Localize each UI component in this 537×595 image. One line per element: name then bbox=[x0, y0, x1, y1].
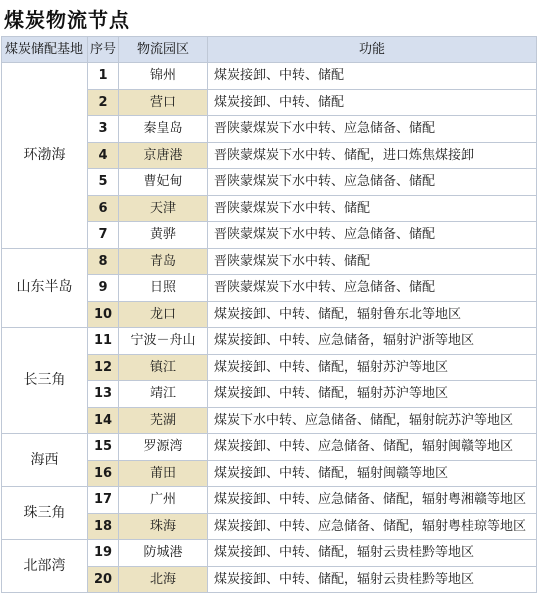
park-cell: 广州 bbox=[119, 487, 208, 514]
park-cell: 黄骅 bbox=[119, 222, 208, 249]
function-cell: 煤炭下水中转、应急储备、储配，辐射皖苏沪等地区 bbox=[208, 407, 537, 434]
number-cell: 16 bbox=[88, 460, 119, 487]
function-cell: 晋陕蒙煤炭下水中转、应急储备、储配 bbox=[208, 222, 537, 249]
base-cell: 北部湾 bbox=[2, 540, 88, 593]
number-cell: 13 bbox=[88, 381, 119, 408]
function-cell: 煤炭接卸、中转、应急储备、储配，辐射粤湘赣等地区 bbox=[208, 487, 537, 514]
park-cell: 锦州 bbox=[119, 63, 208, 90]
number-cell: 20 bbox=[88, 566, 119, 593]
table-row bbox=[2, 63, 537, 90]
header-row bbox=[2, 37, 537, 63]
park-cell: 曹妃甸 bbox=[119, 169, 208, 196]
park-cell: 镇江 bbox=[119, 354, 208, 381]
function-cell: 煤炭接卸、中转、储配，辐射苏沪等地区 bbox=[208, 381, 537, 408]
table-row bbox=[2, 540, 537, 567]
function-cell: 煤炭接卸、中转、储配，辐射闽赣等地区 bbox=[208, 460, 537, 487]
park-cell: 芜湖 bbox=[119, 407, 208, 434]
number-cell: 5 bbox=[88, 169, 119, 196]
base-cell: 环渤海 bbox=[2, 63, 88, 249]
number-cell: 15 bbox=[88, 434, 119, 461]
function-cell: 煤炭接卸、中转、储配，辐射鲁东北等地区 bbox=[208, 301, 537, 328]
function-cell: 煤炭接卸、中转、应急储备、储配，辐射粤桂琼等地区 bbox=[208, 513, 537, 540]
function-cell: 煤炭接卸、中转、储配 bbox=[208, 89, 537, 116]
number-cell: 9 bbox=[88, 275, 119, 302]
park-cell: 龙口 bbox=[119, 301, 208, 328]
number-cell: 8 bbox=[88, 248, 119, 275]
park-cell: 宁波－舟山 bbox=[119, 328, 208, 355]
table-row bbox=[2, 328, 537, 355]
page-title: 煤炭物流节点 bbox=[4, 8, 130, 32]
park-cell: 罗源湾 bbox=[119, 434, 208, 461]
number-cell: 12 bbox=[88, 354, 119, 381]
number-cell: 17 bbox=[88, 487, 119, 514]
number-cell: 4 bbox=[88, 142, 119, 169]
number-cell: 18 bbox=[88, 513, 119, 540]
header-function: 功能 bbox=[208, 37, 537, 63]
number-cell: 10 bbox=[88, 301, 119, 328]
park-cell: 莆田 bbox=[119, 460, 208, 487]
park-cell: 靖江 bbox=[119, 381, 208, 408]
base-cell: 山东半岛 bbox=[2, 248, 88, 328]
base-cell: 海西 bbox=[2, 434, 88, 487]
number-cell: 11 bbox=[88, 328, 119, 355]
park-cell: 秦皇岛 bbox=[119, 116, 208, 143]
number-cell: 19 bbox=[88, 540, 119, 567]
base-cell: 长三角 bbox=[2, 328, 88, 434]
function-cell: 晋陕蒙煤炭下水中转、应急储备、储配 bbox=[208, 116, 537, 143]
number-cell: 14 bbox=[88, 407, 119, 434]
base-cell: 珠三角 bbox=[2, 487, 88, 540]
function-cell: 煤炭接卸、中转、应急储备，辐射沪浙等地区 bbox=[208, 328, 537, 355]
table-body bbox=[2, 63, 537, 593]
table-row bbox=[2, 434, 537, 461]
park-cell: 北海 bbox=[119, 566, 208, 593]
park-cell: 防城港 bbox=[119, 540, 208, 567]
header-park: 物流园区 bbox=[119, 37, 208, 63]
number-cell: 3 bbox=[88, 116, 119, 143]
number-cell: 1 bbox=[88, 63, 119, 90]
number-cell: 7 bbox=[88, 222, 119, 249]
function-cell: 晋陕蒙煤炭下水中转、储配 bbox=[208, 248, 537, 275]
function-cell: 煤炭接卸、中转、储配，辐射苏沪等地区 bbox=[208, 354, 537, 381]
function-cell: 煤炭接卸、中转、储配 bbox=[208, 63, 537, 90]
header-base: 煤炭储配基地 bbox=[2, 37, 88, 63]
table-row bbox=[2, 248, 537, 275]
park-cell: 京唐港 bbox=[119, 142, 208, 169]
function-cell: 煤炭接卸、中转、储配，辐射云贵桂黔等地区 bbox=[208, 566, 537, 593]
table-row bbox=[2, 487, 537, 514]
function-cell: 晋陕蒙煤炭下水中转、应急储备、储配 bbox=[208, 169, 537, 196]
number-cell: 6 bbox=[88, 195, 119, 222]
function-cell: 晋陕蒙煤炭下水中转、储配，进口炼焦煤接卸 bbox=[208, 142, 537, 169]
function-cell: 晋陕蒙煤炭下水中转、应急储备、储配 bbox=[208, 275, 537, 302]
function-cell: 煤炭接卸、中转、储配，辐射云贵桂黔等地区 bbox=[208, 540, 537, 567]
park-cell: 珠海 bbox=[119, 513, 208, 540]
park-cell: 天津 bbox=[119, 195, 208, 222]
park-cell: 营口 bbox=[119, 89, 208, 116]
number-cell: 2 bbox=[88, 89, 119, 116]
coal-logistics-table bbox=[1, 36, 537, 593]
park-cell: 日照 bbox=[119, 275, 208, 302]
function-cell: 晋陕蒙煤炭下水中转、储配 bbox=[208, 195, 537, 222]
park-cell: 青岛 bbox=[119, 248, 208, 275]
function-cell: 煤炭接卸、中转、应急储备、储配，辐射闽赣等地区 bbox=[208, 434, 537, 461]
header-number: 序号 bbox=[88, 37, 119, 63]
